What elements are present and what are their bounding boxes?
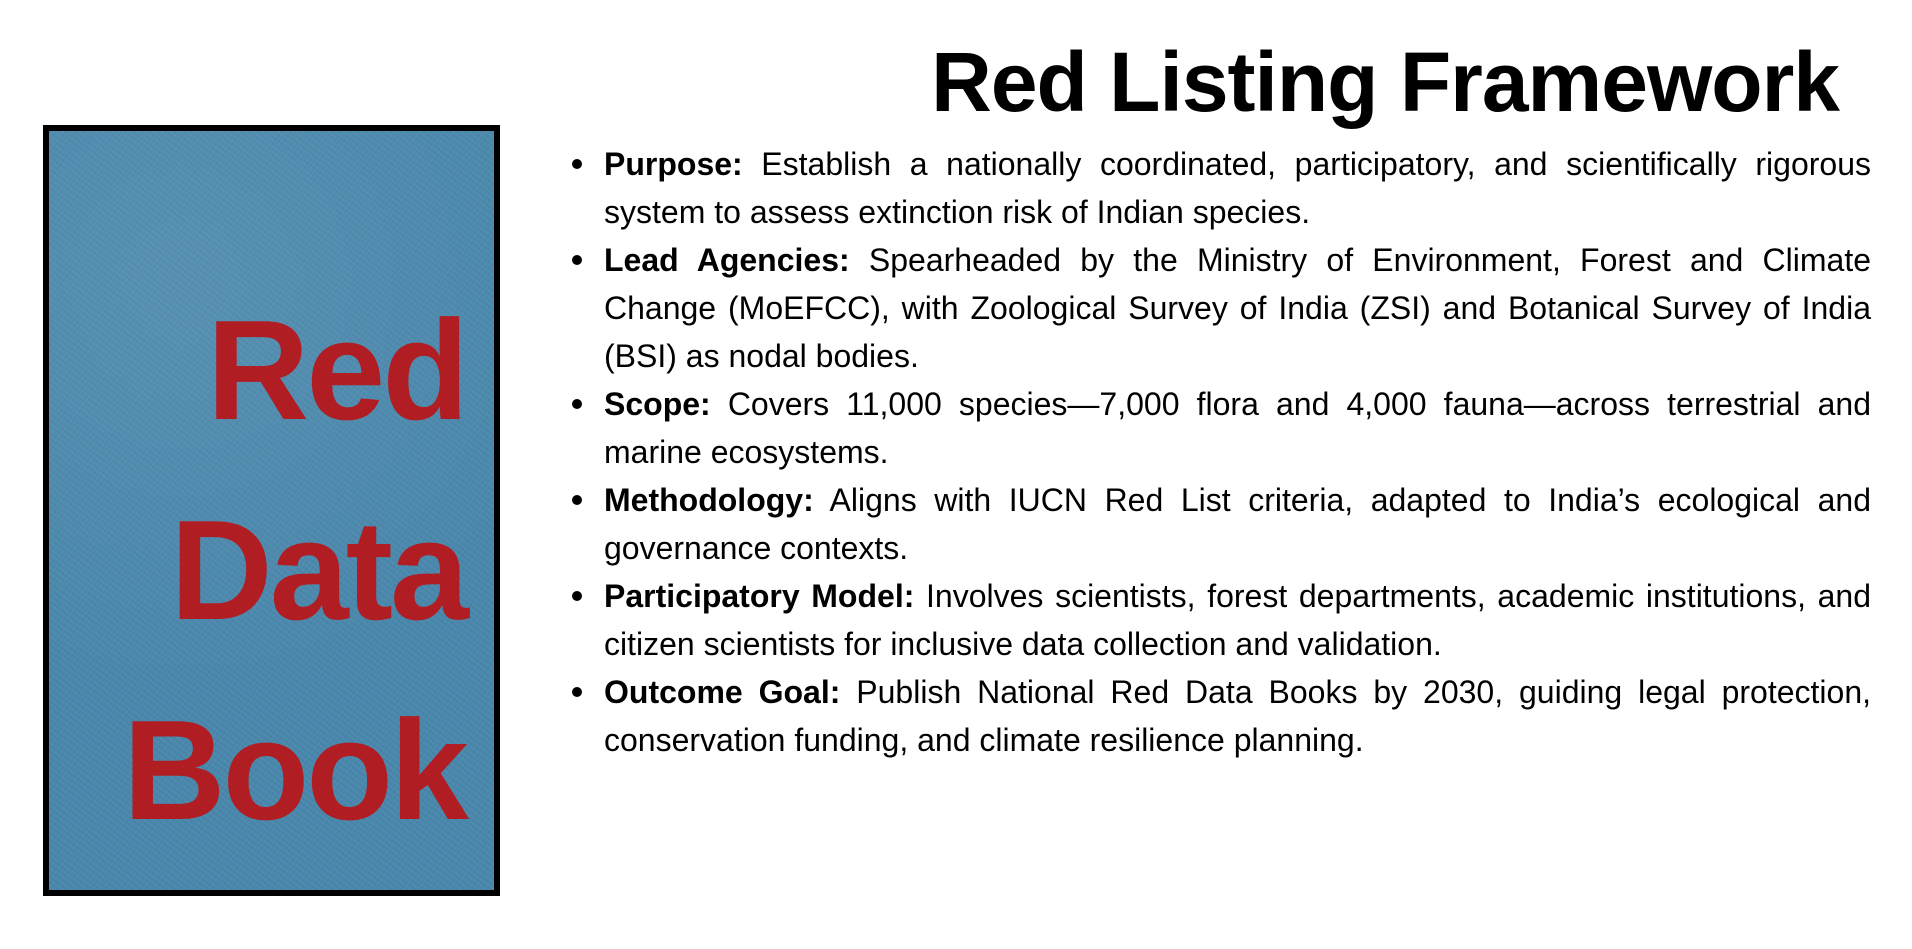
bullet-label: Outcome Goal:: [604, 674, 841, 710]
bullet-label: Methodology:: [604, 482, 814, 518]
bullet-label: Lead Agencies:: [604, 242, 850, 278]
bullet-item-participatory-model: [604, 572, 1871, 668]
bullet-item-scope: [604, 380, 1871, 476]
page-title: Red Listing Framework: [931, 35, 1839, 129]
bullet-label: Purpose:: [604, 146, 743, 182]
bullet-item-methodology: [604, 476, 1871, 572]
bullet-text: Involves scientists, forest departments, academic institutions, and citizen scientists for inclusive data collection and validation.: [604, 578, 1872, 662]
bullet-label: Participatory Model:: [604, 578, 915, 614]
bullet-text: Aligns with IUCN Red List criteria, adapted to India’s ecological and governance contexts.: [604, 482, 1871, 566]
bullet-text: Spearheaded by the Ministry of Environment, Forest and Climate Change (MoEFCC), with Zoological Survey of India (ZSI) and Botanical Survey of India (BSI) as nodal bodies.: [604, 242, 1872, 374]
bullet-list: [572, 140, 1871, 764]
bullet-text: Publish National Red Data Books by 2030, guiding legal protection, conservation funding, and climate resilience planning.: [604, 674, 1872, 758]
bullet-item-outcome-goal: [604, 668, 1871, 764]
red-data-book-cover-image: [43, 125, 500, 896]
bullet-text: Covers 11,000 species—7,000 flora and 4,000 fauna—across terrestrial and marine ecosystems.: [604, 386, 1872, 470]
bullet-text: Establish a nationally coordinated, participatory, and scientifically rigorous system to assess extinction risk of Indian species.: [604, 146, 1872, 230]
cover-line: Data: [170, 491, 466, 650]
cover-line: Red: [206, 291, 466, 450]
cover-title: [123, 271, 466, 871]
bullet-item-purpose: [604, 140, 1871, 236]
cover-line: Book: [123, 691, 466, 850]
bullet-item-lead-agencies: [604, 236, 1871, 380]
bullet-label: Scope:: [604, 386, 711, 422]
